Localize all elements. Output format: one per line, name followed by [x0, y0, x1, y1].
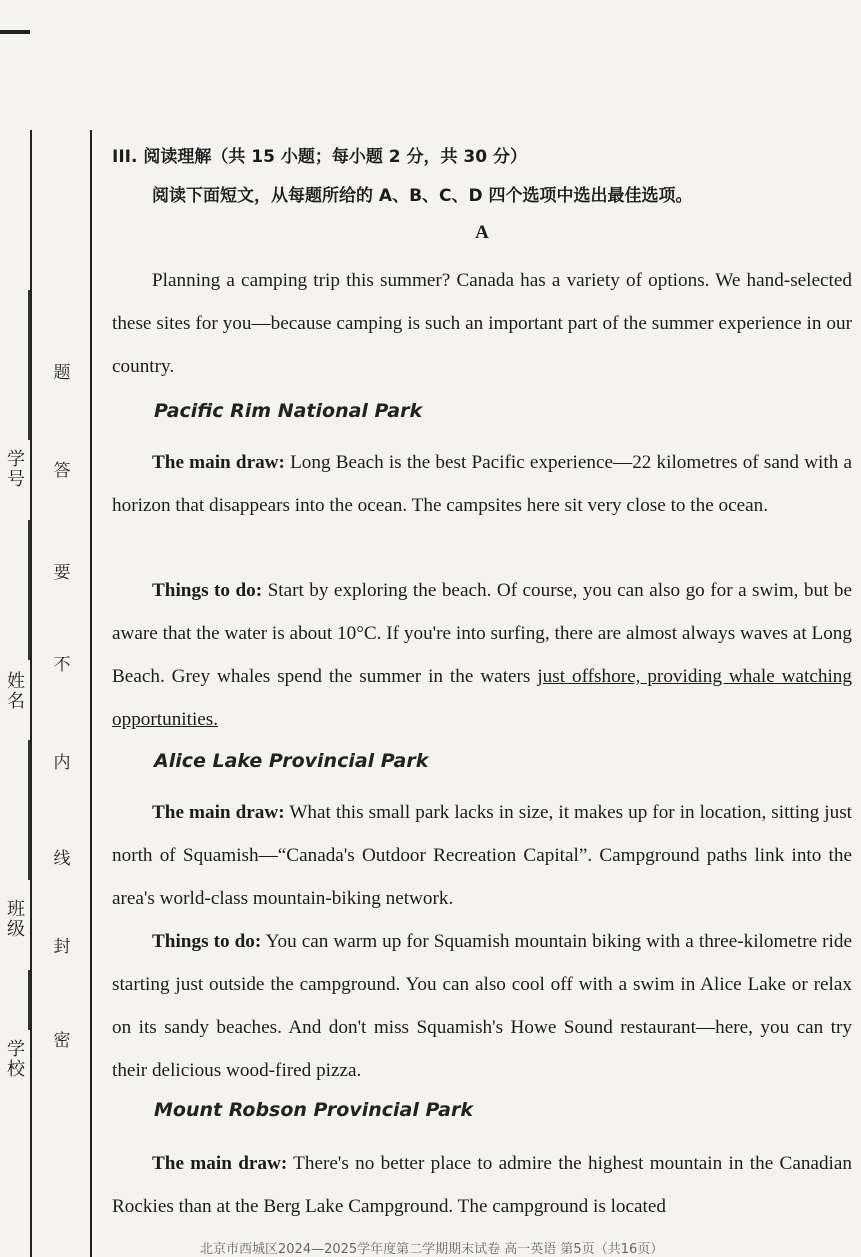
main-draw-label: The main draw:	[152, 452, 285, 473]
class-field-line	[28, 740, 30, 880]
main-draw-paragraph	[112, 441, 852, 527]
park-title: Alice Lake Provincial Park	[154, 750, 429, 772]
school-label: 学校	[7, 1039, 25, 1080]
corner-mark	[0, 30, 30, 34]
main-draw-text: There's no better place to admire the highest mountain in the Canadian Rockies than at the Berg Lake Campground. The campground is located	[112, 1153, 852, 1217]
class-label: 班级	[7, 899, 25, 940]
seal-char: 密	[53, 1031, 71, 1051]
things-to-do-paragraph	[112, 920, 852, 1092]
binding-line-inner	[90, 130, 92, 1257]
seal-char: 内	[53, 753, 71, 773]
seal-char: 要	[53, 563, 71, 583]
things-to-do-text: Start by exploring the beach. Of course, you can also go for a swim, but be aware that the water is about 10°C. If you're into surfing, there are almost always waves at Long Beach. Grey whales spend the summer in the waters	[112, 580, 852, 687]
main-draw-label: The main draw:	[152, 1153, 288, 1174]
section-heading: III. 阅读理解（共 15 小题；每小题 2 分，共 30 分）	[112, 147, 528, 167]
name-field-line	[28, 520, 30, 660]
park-title: Mount Robson Provincial Park	[154, 1099, 474, 1121]
seal-char: 封	[53, 937, 71, 957]
main-draw-paragraph	[112, 1142, 852, 1228]
main-draw-text: What this small park lacks in size, it makes up for in location, sitting just north of Squamish—“Canada's Outdoor Recreation Capital”. Campground paths link into the area's world-class mountain-biking network.	[112, 802, 852, 909]
underlined-phrase: just offshore, providing whale watching opportunities.	[112, 666, 852, 730]
main-draw-paragraph	[112, 791, 852, 920]
seal-char: 线	[53, 849, 71, 869]
park-title: Pacific Rim National Park	[154, 400, 423, 422]
things-to-do-label: Things to do:	[152, 931, 262, 952]
main-draw-label: The main draw:	[152, 802, 285, 823]
section-instruction: 阅读下面短文，从每题所给的 A、B、C、D 四个选项中选出最佳选项。	[152, 186, 693, 206]
seal-char: 题	[53, 363, 71, 383]
passage-letter: A	[475, 222, 489, 243]
intro-paragraph: Planning a camping trip this summer? Canada has a variety of options. We hand-selected these sites for you—because camping is such an important part of the summer experience in our country.	[112, 270, 852, 377]
student-id-label: 学号	[7, 449, 25, 490]
binding-line-outer	[30, 130, 32, 1257]
student-id-field-line	[28, 290, 30, 440]
school-field-line	[28, 970, 30, 1030]
things-to-do-text: You can warm up for Squamish mountain biking with a three-kilometre ride starting just outside the campground. You can also cool off with a swim in Alice Lake or relax on its sandy beaches. And don't miss Squamish's Howe Sound restaurant—here, you can try their delicious wood-fired pizza.	[112, 931, 853, 1081]
things-to-do-label: Things to do:	[152, 580, 263, 601]
main-draw-text: Long Beach is the best Pacific experience—22 kilometres of sand with a horizon that disappears into the ocean. The campsites here sit very close to the ocean.	[112, 452, 852, 516]
things-to-do-paragraph	[112, 569, 852, 741]
page-footer: 北京市西城区2024—2025学年度第二学期期末试卷 高一英语 第5页（共16页）	[200, 1242, 664, 1257]
name-label: 姓名	[7, 671, 25, 712]
seal-char: 不	[53, 655, 71, 675]
seal-char: 答	[53, 461, 71, 481]
